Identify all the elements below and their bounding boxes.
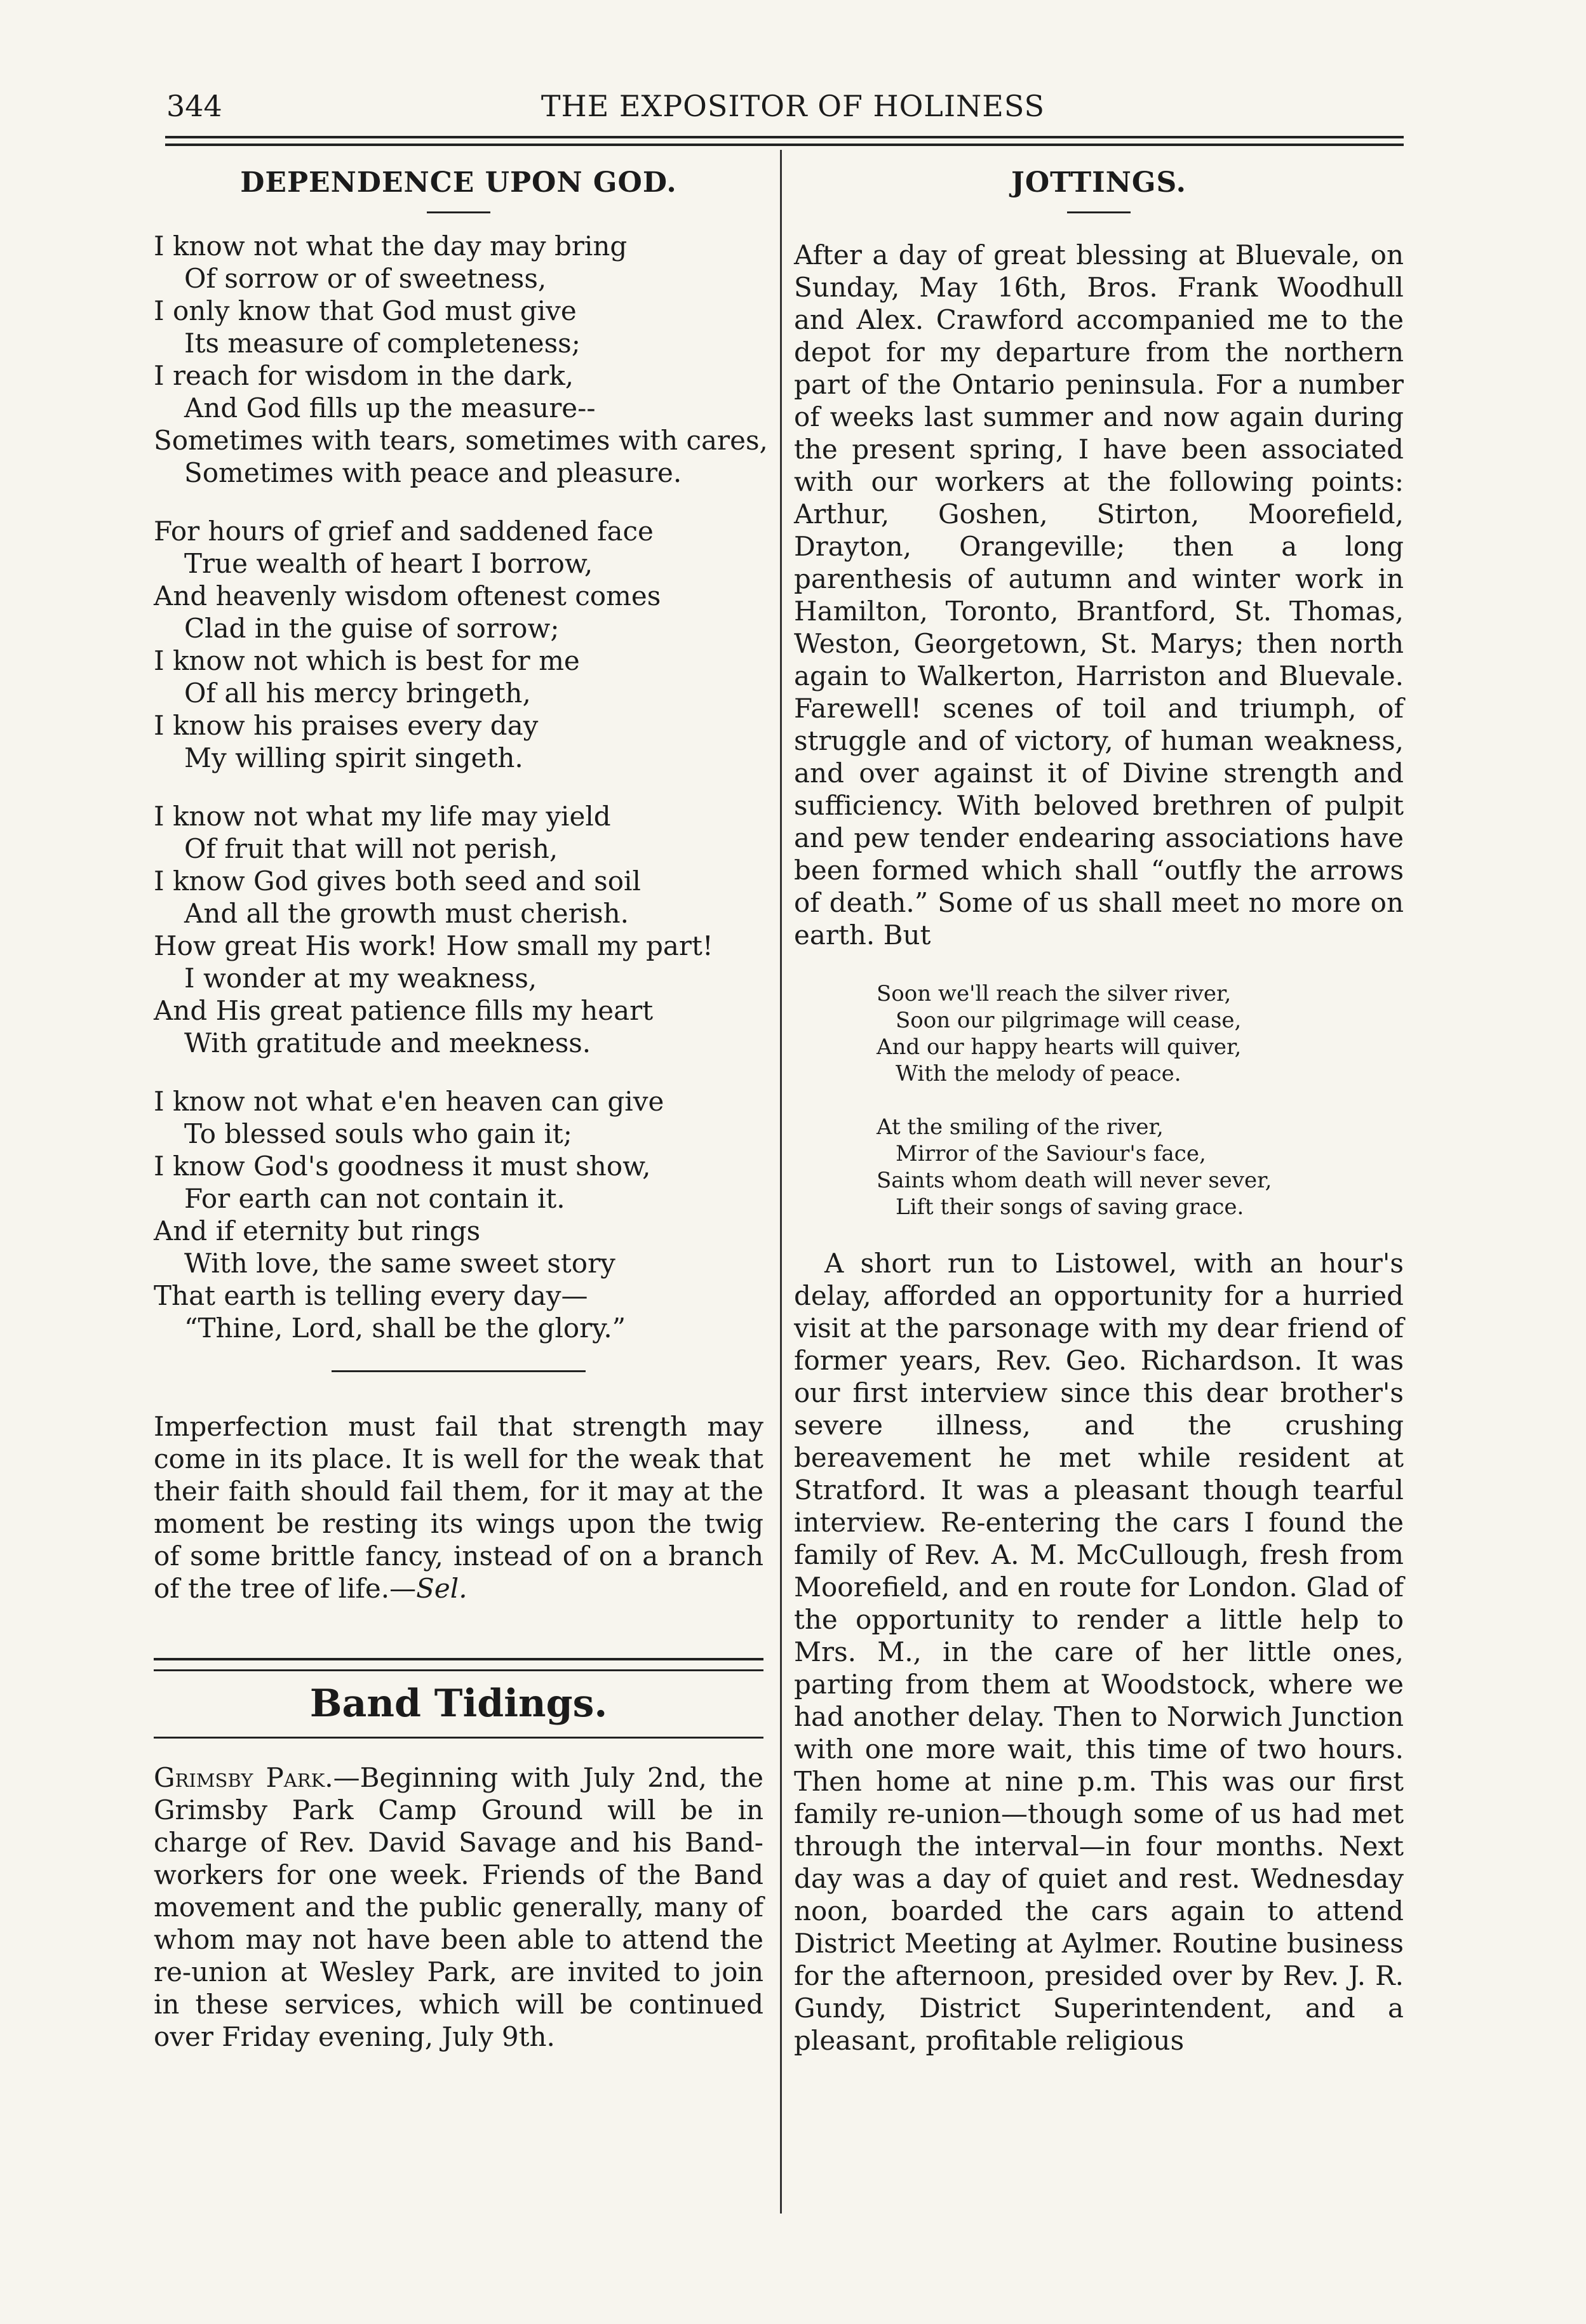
poem-line: I know his praises every day <box>154 710 539 741</box>
poem-line: Of sorrow or of sweetness, <box>184 263 547 294</box>
header-rule-top <box>165 136 1404 138</box>
poem-line: For earth can not contain it. <box>184 1183 565 1214</box>
band-tidings-title: Band Tidings. <box>309 1681 608 1726</box>
poem-line: With gratitude and meekness. <box>184 1027 591 1058</box>
verse-line: At the smiling of the river, <box>877 1114 1164 1140</box>
poem-line: And all the growth must cherish. <box>184 898 629 929</box>
poem-line: To blessed souls who gain it; <box>184 1118 572 1149</box>
right-column <box>794 166 1404 2057</box>
poem-stanza <box>154 800 763 1059</box>
poem-stanza <box>154 230 768 489</box>
band-tidings-rule <box>154 1658 763 1671</box>
jottings-paragraph-1: After a day of great blessing at Bluevale, on Sunday, May 16th, Bros. Frank Woodhull and Alex. Crawford accompanied me to the depot for my departure from the northern part of the Ontario peninsula. For a number of weeks last summer and now again during the present spring, I have been associated with our workers at the following points: Arthur, Goshen, Stirton, Moorefield, Drayton, Orangeville; then a long parenthesis of autumn and winter work in Hamilton, Toronto, Brantford, St. Thomas, Weston, Georgetown, St. Marys; then north again to Walkerton, Harriston and Bluevale. Farewell! scenes of toil and triumph, of struggle and of victory, of human weakness, and over against it of Divine strength and sufficiency. With beloved brethren of pulpit and pew tender endearing associations have been formed which shall “outfly the arrows of death.” Some of us shall meet no more on earth. But <box>794 239 1404 951</box>
jottings-title: JOTTINGS. <box>1011 166 1186 199</box>
band-tidings-paragraph <box>154 1761 763 2053</box>
section-separator <box>332 1370 586 1372</box>
poem-line: I know God's goodness it must show, <box>154 1151 651 1182</box>
poem-line: I know not what the day may bring <box>154 230 628 262</box>
verse-line: Mirror of the Saviour's face, <box>896 1141 1206 1166</box>
imperfection-text: Imperfection must fail that strength may come in its place. It is well for the weak that their faith should fail them, for it may at the moment be resting its wings upon the twig of some brittle fancy, instead of on a branch of the tree of life.— <box>154 1411 763 1604</box>
jottings-paragraph-2: A short run to Listowel, with an hour's delay, afforded an opportunity for a hurried visit at the parsonage with my dear friend of former years, Rev. Geo. Richardson. It was our first interview since this dear brother's severe illness, and the crushing bereavement he met while resident at Stratford. It was a pleasant though tearful interview. Re-entering the cars I found the family of Rev. A. M. McCullough, fresh from Moorefield, and en route for London. Glad of the opportunity to render a little help to Mrs. M., in the care of her little ones, parting from them at Woodstock, where we had another delay. Then to Norwich Junction with one more wait, this time of two hours. Then home at nine p.m. This was our first family re-union—though some of us had met through the interval—in four months. Next day was a day of quiet and rest. Wednesday noon, boarded the cars again to attend District Meeting at Aylmer. Routine business for the afternoon, presided over by Rev. J. R. Gundy, District Superintendent, and a pleasant, profitable religious <box>794 1248 1404 2056</box>
poem-line: True wealth of heart I borrow, <box>184 548 593 579</box>
left-column <box>154 166 768 2053</box>
verse-line: Lift their songs of saving grace. <box>896 1194 1244 1220</box>
verse-line: Soon our pilgrimage will cease, <box>896 1008 1242 1033</box>
poem-line: Its measure of completeness; <box>184 328 581 359</box>
poem-line: Sometimes with peace and pleasure. <box>184 457 682 488</box>
poem-line: That earth is telling every day— <box>154 1280 588 1311</box>
imperfection-source: Sel. <box>416 1573 467 1604</box>
poem-line: Of fruit that will not perish, <box>184 833 558 864</box>
poem-line: For hours of grief and saddened face <box>154 516 654 547</box>
poem-title-rule <box>427 211 490 213</box>
poem-line: With love, the same sweet story <box>184 1248 615 1279</box>
poem-line: Clad in the guise of sorrow; <box>184 613 560 644</box>
poem-line: And heavenly wisdom oftenest comes <box>154 580 661 611</box>
poem-title: DEPENDENCE UPON GOD. <box>240 166 677 199</box>
verse-stanza <box>877 1114 1404 1220</box>
column-divider <box>780 150 782 2214</box>
imperfection-paragraph <box>154 1410 763 1605</box>
poem-line: I know not which is best for me <box>154 645 580 676</box>
poem-line: “Thine, Lord, shall be the glory.” <box>184 1312 626 1344</box>
poem-stanza <box>154 515 763 774</box>
poem-line: And His great patience fills my heart <box>154 995 654 1026</box>
poem-line: How great His work! How small my part! <box>154 930 713 961</box>
poem-line: Sometimes with tears, sometimes with cares, <box>154 425 768 456</box>
poem-line: I know God gives both seed and soil <box>154 865 641 897</box>
running-head: THE EXPOSITOR OF HOLINESS <box>541 89 1045 123</box>
poem-stanza <box>154 1085 763 1344</box>
poem-line: I reach for wisdom in the dark, <box>154 360 574 391</box>
band-tidings-text: —Beginning with July 2nd, the Grimsby Park Camp Ground will be in charge of Rev. David Savage and his Band-workers for one week. Friends of the Band movement and the public generally, many of whom may not have been able to attend the re-union at Wesley Park, are invited to join in these services, which will be continued over Friday evening, July 9th. <box>154 1762 763 2052</box>
verse-line: Saints whom death will never sever, <box>877 1168 1272 1193</box>
verse-stanza <box>877 980 1404 1087</box>
poem-line: I know not what my life may yield <box>154 801 611 832</box>
header-rule-bottom <box>165 144 1404 146</box>
poem-line: My willing spirit singeth. <box>184 742 523 773</box>
poem-line: And God fills up the measure-- <box>184 392 596 424</box>
poem-line: Of all his mercy bringeth, <box>184 678 531 709</box>
poem-line: I know not what e'en heaven can give <box>154 1086 664 1117</box>
quoted-verse <box>877 980 1404 1220</box>
verse-line: With the melody of peace. <box>896 1061 1181 1086</box>
verse-line: And our happy hearts will quiver, <box>877 1034 1242 1060</box>
page-number: 344 <box>166 89 222 123</box>
poem-line: I wonder at my weakness, <box>184 963 537 994</box>
poem-line: I only know that God must give <box>154 295 577 326</box>
verse-line: Soon we'll reach the silver river, <box>877 981 1232 1006</box>
band-tidings-title-rule <box>154 1737 763 1739</box>
band-tidings-lead: Grimsby Park. <box>154 1762 333 1793</box>
jottings-title-rule <box>1067 211 1131 213</box>
poem-line: And if eternity but rings <box>154 1215 481 1246</box>
